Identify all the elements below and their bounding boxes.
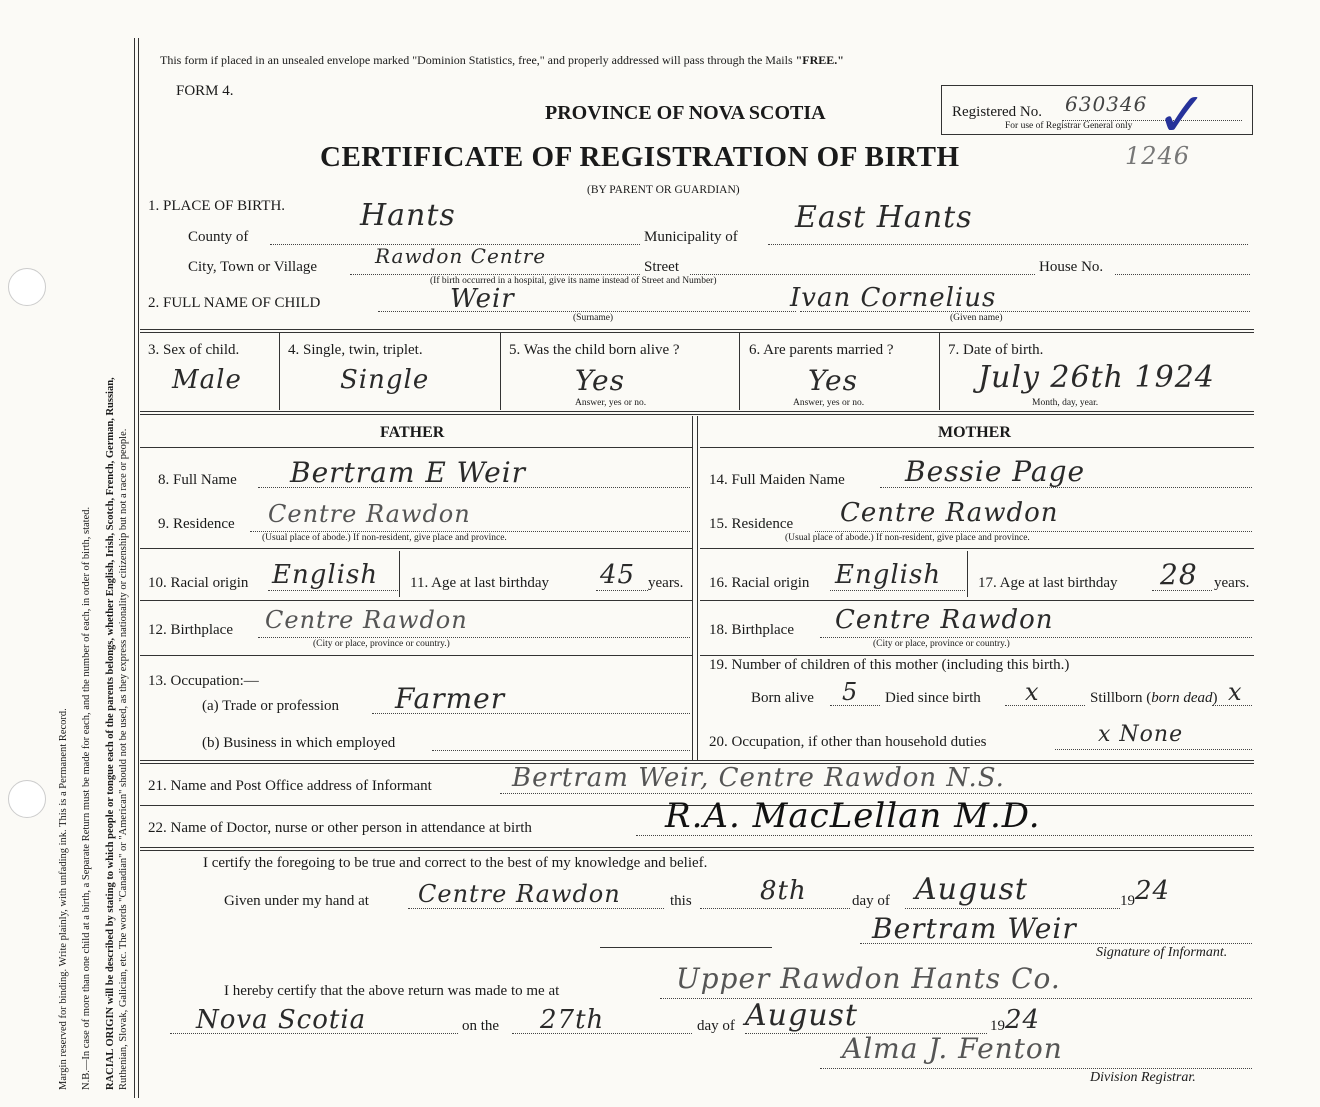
given-year-prefix: 19 bbox=[1120, 893, 1135, 909]
born-alive-count-label: Born alive bbox=[751, 690, 814, 706]
father-residence-label: 9. Residence bbox=[158, 516, 235, 532]
on-the-label: on the bbox=[462, 1018, 500, 1034]
street-label: Street bbox=[644, 259, 679, 275]
born-alive-label: 5. Was the child born alive ? bbox=[509, 342, 680, 358]
father-abode-note: (Usual place of abode.) If non-resident, give place and province. bbox=[262, 533, 507, 543]
city-label: City, Town or Village bbox=[188, 259, 318, 275]
mother-years-label: years. bbox=[1214, 575, 1250, 591]
informant-signature: Bertram Weir bbox=[872, 912, 1077, 945]
margin-note-2: N.B.—In case of more than one child at a birth, a Separate Return must be made for each, and the number of each, in order of birth, stated. bbox=[81, 506, 92, 1090]
plurality-label: 4. Single, twin, triplet. bbox=[288, 342, 423, 358]
page-subtitle: (BY PARENT OR GUARDIAN) bbox=[587, 184, 740, 196]
surname-caption: (Surname) bbox=[573, 313, 614, 323]
father-age: 45 bbox=[600, 560, 636, 590]
margin-note-4: Ruthenian, Slovak, Galician, etc. The words "Canadian" or "American" should not be used, as they express nationality or citizenship but not a race or people. bbox=[118, 428, 129, 1090]
hospital-note: (If birth occurred in a hospital, give its name instead of Street and Number) bbox=[430, 276, 717, 286]
given-month: August bbox=[915, 872, 1028, 907]
doctor-label: 22. Name of Doctor, nurse or other person in attendance at birth bbox=[148, 820, 532, 836]
section-divider bbox=[140, 329, 1254, 330]
child-surname: Weir bbox=[450, 284, 515, 314]
died-count-label: Died since birth bbox=[885, 690, 981, 706]
margin-note-3: RACIAL ORIGIN will be described by stating to which people or tongue each of the parents belongs, whether English, Irish, Scotch, French, German, Russian, bbox=[105, 377, 116, 1090]
father-name-label: 8. Full Name bbox=[158, 472, 237, 488]
plurality-value: Single bbox=[340, 365, 430, 395]
registrar-signature: Alma J. Fenton bbox=[842, 1032, 1063, 1065]
registrar-place: Upper Rawdon Hants Co. bbox=[676, 962, 1061, 995]
mother-birthplace-label: 18. Birthplace bbox=[709, 622, 794, 638]
binding-hole-top bbox=[8, 268, 46, 306]
form-left-border-inner bbox=[138, 38, 139, 1098]
binding-hole-bottom bbox=[8, 780, 46, 818]
born-alive-count: 5 bbox=[842, 678, 859, 706]
mother-age: 28 bbox=[1160, 558, 1198, 591]
county-label: County of bbox=[188, 229, 249, 245]
registered-number: 630346 bbox=[1065, 92, 1148, 116]
given-name-caption: (Given name) bbox=[950, 313, 1003, 323]
mother-residence: Centre Rawdon bbox=[840, 498, 1059, 528]
father-city-note: (City or place, province or country.) bbox=[313, 639, 450, 649]
doctor-value: R.A. MacLellan M.D. bbox=[665, 796, 1041, 836]
margin-note-1: Margin reserved for binding. Write plainly, with unfading ink. This is a Permanent Record. bbox=[58, 708, 69, 1090]
informant-value: Bertram Weir, Centre Rawdon N.S. bbox=[512, 763, 1005, 793]
mother-name-label: 14. Full Maiden Name bbox=[709, 472, 845, 488]
given-under-label: Given under my hand at bbox=[224, 893, 369, 909]
given-day: 8th bbox=[760, 876, 807, 906]
page-title: CERTIFICATE OF REGISTRATION OF BIRTH bbox=[320, 141, 960, 173]
county-value: Hants bbox=[360, 198, 456, 233]
married-note: Answer, yes or no. bbox=[793, 398, 865, 408]
children-count-label: 19. Number of children of this mother (including this birth.) bbox=[709, 657, 1070, 673]
form-left-border bbox=[134, 38, 135, 1098]
mother-birthplace: Centre Rawdon bbox=[835, 605, 1054, 635]
father-racial-label: 10. Racial origin bbox=[148, 575, 249, 591]
mother-name: Bessie Page bbox=[905, 455, 1086, 488]
this-label: this bbox=[670, 893, 692, 909]
born-alive-value: Yes bbox=[575, 364, 625, 397]
province-heading: PROVINCE OF NOVA SCOTIA bbox=[545, 102, 826, 124]
registrar-statement: I hereby certify that the above return was made to me at bbox=[224, 983, 560, 999]
father-occupation-label: 13. Occupation:— bbox=[148, 673, 259, 689]
died-count: x bbox=[1025, 678, 1040, 706]
father-trade: Farmer bbox=[395, 682, 506, 715]
municipality-value: East Hants bbox=[795, 200, 973, 235]
house-number-label: House No. bbox=[1039, 259, 1104, 275]
sex-value: Male bbox=[172, 365, 242, 395]
sex-label: 3. Sex of child. bbox=[148, 342, 240, 358]
registrar-year-prefix: 19 bbox=[990, 1018, 1005, 1034]
father-birthplace: Centre Rawdon bbox=[265, 606, 468, 634]
given-place: Centre Rawdon bbox=[418, 880, 621, 908]
city-value: Rawdon Centre bbox=[375, 244, 547, 268]
given-year: 24 bbox=[1135, 876, 1171, 906]
father-name: Bertram E Weir bbox=[290, 456, 527, 489]
father-racial: English bbox=[272, 560, 379, 590]
dob-value: July 26th 1924 bbox=[978, 360, 1215, 395]
mother-city-note: (City or place, province or country.) bbox=[873, 639, 1010, 649]
mother-residence-label: 15. Residence bbox=[709, 516, 794, 532]
father-birthplace-label: 12. Birthplace bbox=[148, 622, 233, 638]
informant-signature-label: Signature of Informant. bbox=[1096, 945, 1228, 960]
father-business-label: (b) Business in which employed bbox=[202, 735, 396, 751]
certify-statement: I certify the foregoing to be true and correct to the best of my knowledge and belief. bbox=[203, 855, 708, 871]
registered-label: Registered No. bbox=[952, 104, 1042, 120]
day-of-label: day of bbox=[852, 893, 890, 909]
informant-label: 21. Name and Post Office address of Informant bbox=[148, 778, 432, 794]
municipality-label: Municipality of bbox=[644, 229, 738, 245]
father-years-label: years. bbox=[648, 575, 684, 591]
mother-occupation-label: 20. Occupation, if other than household duties bbox=[709, 734, 987, 750]
registrar-day-of-label: day of bbox=[697, 1018, 735, 1034]
mother-occupation: x None bbox=[1098, 722, 1184, 747]
dob-label: 7. Date of birth. bbox=[948, 342, 1044, 358]
father-heading: FATHER bbox=[380, 424, 445, 441]
father-residence: Centre Rawdon bbox=[268, 500, 471, 528]
mother-racial-label: 16. Racial origin bbox=[709, 575, 810, 591]
registrar-signature-label: Division Registrar. bbox=[1090, 1070, 1196, 1085]
mail-notice: This form if placed in an unsealed envelope marked "Dominion Statistics, free," and properly addressed will pass through the Mails "FREE." bbox=[160, 53, 844, 67]
mother-abode-note: (Usual place of abode.) If non-resident, give place and province. bbox=[785, 533, 1030, 543]
mother-age-label: 17. Age at last birthday bbox=[978, 575, 1118, 591]
married-value: Yes bbox=[808, 364, 858, 397]
registrar-year: 24 bbox=[1005, 1005, 1041, 1035]
registrar-day: 27th bbox=[540, 1005, 605, 1035]
child-given-name: Ivan Cornelius bbox=[790, 283, 997, 313]
mother-heading: MOTHER bbox=[938, 424, 1011, 441]
born-alive-note: Answer, yes or no. bbox=[575, 398, 647, 408]
dob-note: Month, day, year. bbox=[1032, 398, 1099, 408]
check-mark-icon: ✓ bbox=[1156, 78, 1208, 151]
stillborn-count-label: Stillborn (born dead) bbox=[1090, 690, 1218, 706]
stillborn-count: x bbox=[1228, 678, 1243, 706]
year-stamp: 1246 bbox=[1125, 142, 1191, 170]
form-number: FORM 4. bbox=[176, 83, 234, 99]
father-age-label: 11. Age at last birthday bbox=[410, 575, 549, 591]
mother-racial: English bbox=[835, 560, 942, 590]
registrar-month: August bbox=[745, 998, 858, 1033]
child-name-label: 2. FULL NAME OF CHILD bbox=[148, 295, 321, 311]
married-label: 6. Are parents married ? bbox=[749, 342, 894, 358]
registrar-province: Nova Scotia bbox=[196, 1005, 367, 1035]
father-trade-label: (a) Trade or profession bbox=[202, 698, 340, 714]
place-of-birth-label: 1. PLACE OF BIRTH. bbox=[148, 198, 286, 214]
registrar-note: For use of Registrar General only bbox=[1005, 121, 1133, 131]
